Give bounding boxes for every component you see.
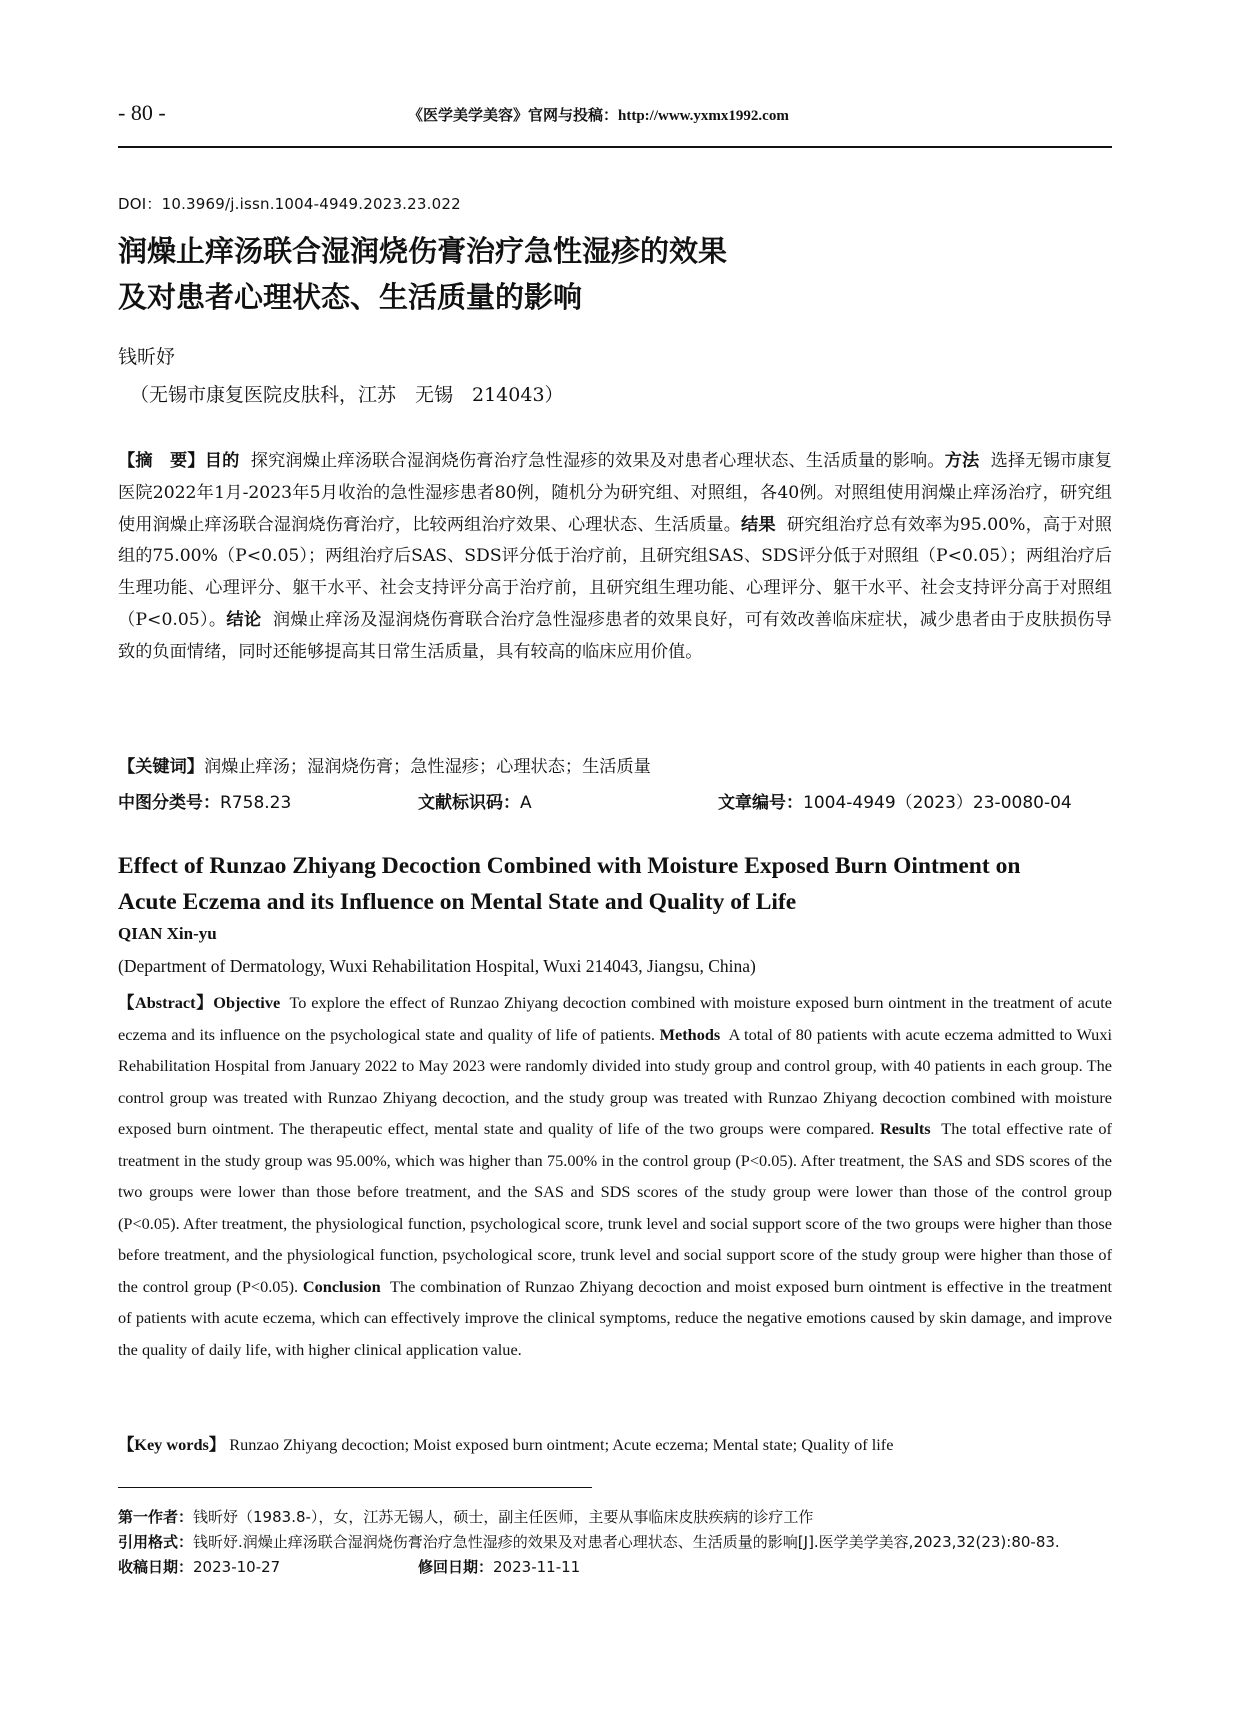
footnotes bbox=[118, 1505, 1112, 1580]
results-label-en: Results bbox=[879, 1119, 931, 1138]
methods-label-en: Methods bbox=[659, 1024, 721, 1044]
abstract-label-cn: 【摘 要】 bbox=[118, 451, 205, 471]
keywords-value-en: Runzao Zhiyang decoction; Moist exposed burn ointment; Acute eczema; Mental state; Quality of life bbox=[229, 1435, 894, 1454]
english-abstract bbox=[118, 987, 1112, 1365]
received-date bbox=[118, 1555, 280, 1580]
article-no-value: 1004-4949（2023）23-0080-04 bbox=[803, 793, 1072, 813]
clc-value: R758.23 bbox=[220, 793, 292, 813]
document-code bbox=[418, 788, 532, 813]
classification-row bbox=[118, 788, 1112, 816]
results-label-cn: 结果 bbox=[741, 514, 776, 535]
header-divider bbox=[118, 146, 1112, 148]
methods-text-cn: 选择无锡市康复医院2022年1月-2023年5月收治的急性湿疹患者80例，随机分为研究组、对照组，各40例。对照组使用润燥止痒汤治疗，研究组使用润燥止痒汤联合湿润烧伤膏治疗，比较两组治疗效果、心理状态、生活质量。 bbox=[118, 451, 1112, 535]
footnote-divider bbox=[118, 1487, 592, 1488]
clc-number bbox=[118, 788, 291, 813]
citation-label: 引用格式： bbox=[118, 1533, 194, 1551]
chinese-title-line-2: 及对患者心理状态、生活质量的影响 bbox=[118, 280, 583, 314]
english-title-line-1: Effect of Runzao Zhiyang Decoction Combined with Moisture Exposed Burn Ointment on bbox=[118, 853, 1021, 879]
revised-value: 2023-11-11 bbox=[493, 1558, 581, 1576]
journal-website-line: 《医学美学美容》官网与投稿：http://www.yxmx1992.com bbox=[408, 108, 789, 124]
results-text-en: The total effective rate of treatment in the study group was 95.00%, which was higher than 75.00% in the control group (P<0.05). After treatment, the SAS and SDS scores of the two groups were lower than those before treatment, and the SAS and SDS scores of the study group were lower than those of the control group (P<0.05). After treatment, the physiological function, psychological score, trunk level and social support score of the two groups were higher than those before treatment, and the physiological function, psychological score, trunk level and social support score of the study group were higher than those of the control group (P<0.05). bbox=[118, 1119, 1112, 1296]
doi-label: DOI： bbox=[118, 195, 162, 213]
conclusion-text-cn: 润燥止痒汤及湿润烧伤膏联合治疗急性湿疹患者的效果良好，可有效改善临床症状，减少患者由于皮肤损伤导致的负面情绪，同时还能够提高其日常生活质量，具有较高的临床应用价值。 bbox=[118, 609, 1112, 662]
conclusion-label-en: Conclusion bbox=[302, 1276, 381, 1296]
running-header bbox=[118, 100, 1112, 130]
keywords-label-cn: 【关键词】 bbox=[118, 757, 204, 777]
citation-value: 钱昕妤.润燥止痒汤联合湿润烧伤膏治疗急性湿疹的效果及对患者心理状态、生活质量的影响[J].医学美学美容,2023,32(23):80-83. bbox=[193, 1533, 1060, 1551]
doc-code-label: 文献标识码： bbox=[418, 793, 520, 813]
article-no-label: 文章编号： bbox=[718, 793, 803, 813]
page-number: - 80 - bbox=[118, 100, 166, 125]
conclusion-text-en: The combination of Runzao Zhiyang decoction and moist exposed burn ointment is effective in the treatment of patients with acute eczema, which can effectively improve the clinical symptoms, reduce the negative emotions caused by skin damage, and improve the quality of daily life, with higher clinical application value. bbox=[118, 1276, 1112, 1359]
doi-value: 10.3969/j.issn.1004-4949.2023.23.022 bbox=[161, 195, 461, 213]
methods-label-cn: 方法 bbox=[944, 451, 980, 471]
chinese-affiliation: （无锡市康复医院皮肤科，江苏 无锡 214043） bbox=[130, 384, 564, 406]
objective-label-cn: 目的 bbox=[204, 451, 240, 471]
dates-row bbox=[118, 1555, 1112, 1580]
article-number bbox=[718, 788, 1072, 813]
english-author: QIAN Xin-yu bbox=[118, 924, 217, 943]
chinese-title-line-1: 润燥止痒汤联合湿润烧伤膏治疗急性湿疹的效果 bbox=[118, 234, 728, 268]
conclusion-label-cn: 结论 bbox=[226, 609, 262, 630]
keywords-value-cn: 润燥止痒汤；湿润烧伤膏；急性湿疹；心理状态；生活质量 bbox=[203, 757, 651, 777]
doc-code-value: A bbox=[520, 793, 532, 813]
methods-text-en: A total of 80 patients with acute eczema admitted to Wuxi Rehabilitation Hospital from January 2022 to May 2023 were randomly divided into study group and control group, with 40 patients in each group. The control group was treated with Runzao Zhiyang decoction, and the study group was treated with Runzao Zhiyang decoction combined with moisture exposed burn ointment. The therapeutic effect, mental state and quality of life of the two groups were compared. bbox=[118, 1024, 1112, 1138]
revised-date bbox=[418, 1555, 580, 1580]
first-author-value: 钱昕妤（1983.8-），女，江苏无锡人，硕士，副主任医师，主要从事临床皮肤疾病的诊疗工作 bbox=[193, 1508, 814, 1526]
objective-text-cn: 探究润燥止痒汤联合湿润烧伤膏治疗急性湿疹的效果及对患者心理状态、生活质量的影响。 bbox=[250, 451, 945, 471]
first-author-note bbox=[118, 1505, 1112, 1530]
english-title-line-2: Acute Eczema and its Influence on Mental State and Quality of Life bbox=[118, 889, 797, 915]
citation-note bbox=[118, 1530, 1112, 1555]
chinese-keywords bbox=[118, 752, 651, 777]
english-keywords bbox=[118, 1431, 893, 1455]
revised-label: 修回日期： bbox=[418, 1558, 494, 1576]
received-label: 收稿日期： bbox=[118, 1558, 194, 1576]
doi-line bbox=[118, 193, 461, 214]
english-affiliation: (Department of Dermatology, Wuxi Rehabilitation Hospital, Wuxi 214043, Jiangsu, China) bbox=[118, 956, 756, 976]
english-title bbox=[118, 848, 1112, 920]
results-text-cn: 研究组治疗总有效率为95.00%，高于对照组的75.00%（P<0.05）；两组治疗后SAS、SDS评分低于治疗前，且研究组SAS、SDS评分低于对照组（P<0.05）；两组治疗后生理功能、心理评分、躯干水平、社会支持评分高于治疗前，且研究组生理功能、心理评分、躯干水平、社会支持评分高于对照组（P<0.05）。 bbox=[118, 514, 1112, 630]
clc-label: 中图分类号： bbox=[118, 793, 220, 813]
objective-text-en: To explore the effect of Runzao Zhiyang decoction combined with moisture exposed burn ointment in the treatment of acute eczema and its influence on the psychological state and quality of life of patients. bbox=[118, 993, 1112, 1044]
chinese-author: 钱昕妤 bbox=[118, 346, 176, 368]
keywords-label-en: 【Key words】 bbox=[118, 1435, 226, 1454]
chinese-abstract bbox=[118, 446, 1112, 669]
chinese-title bbox=[118, 228, 727, 320]
objective-label-en: Objective bbox=[213, 993, 281, 1012]
abstract-label-en: 【Abstract】 bbox=[118, 993, 214, 1012]
first-author-label: 第一作者： bbox=[118, 1508, 194, 1526]
received-value: 2023-10-27 bbox=[193, 1558, 281, 1576]
